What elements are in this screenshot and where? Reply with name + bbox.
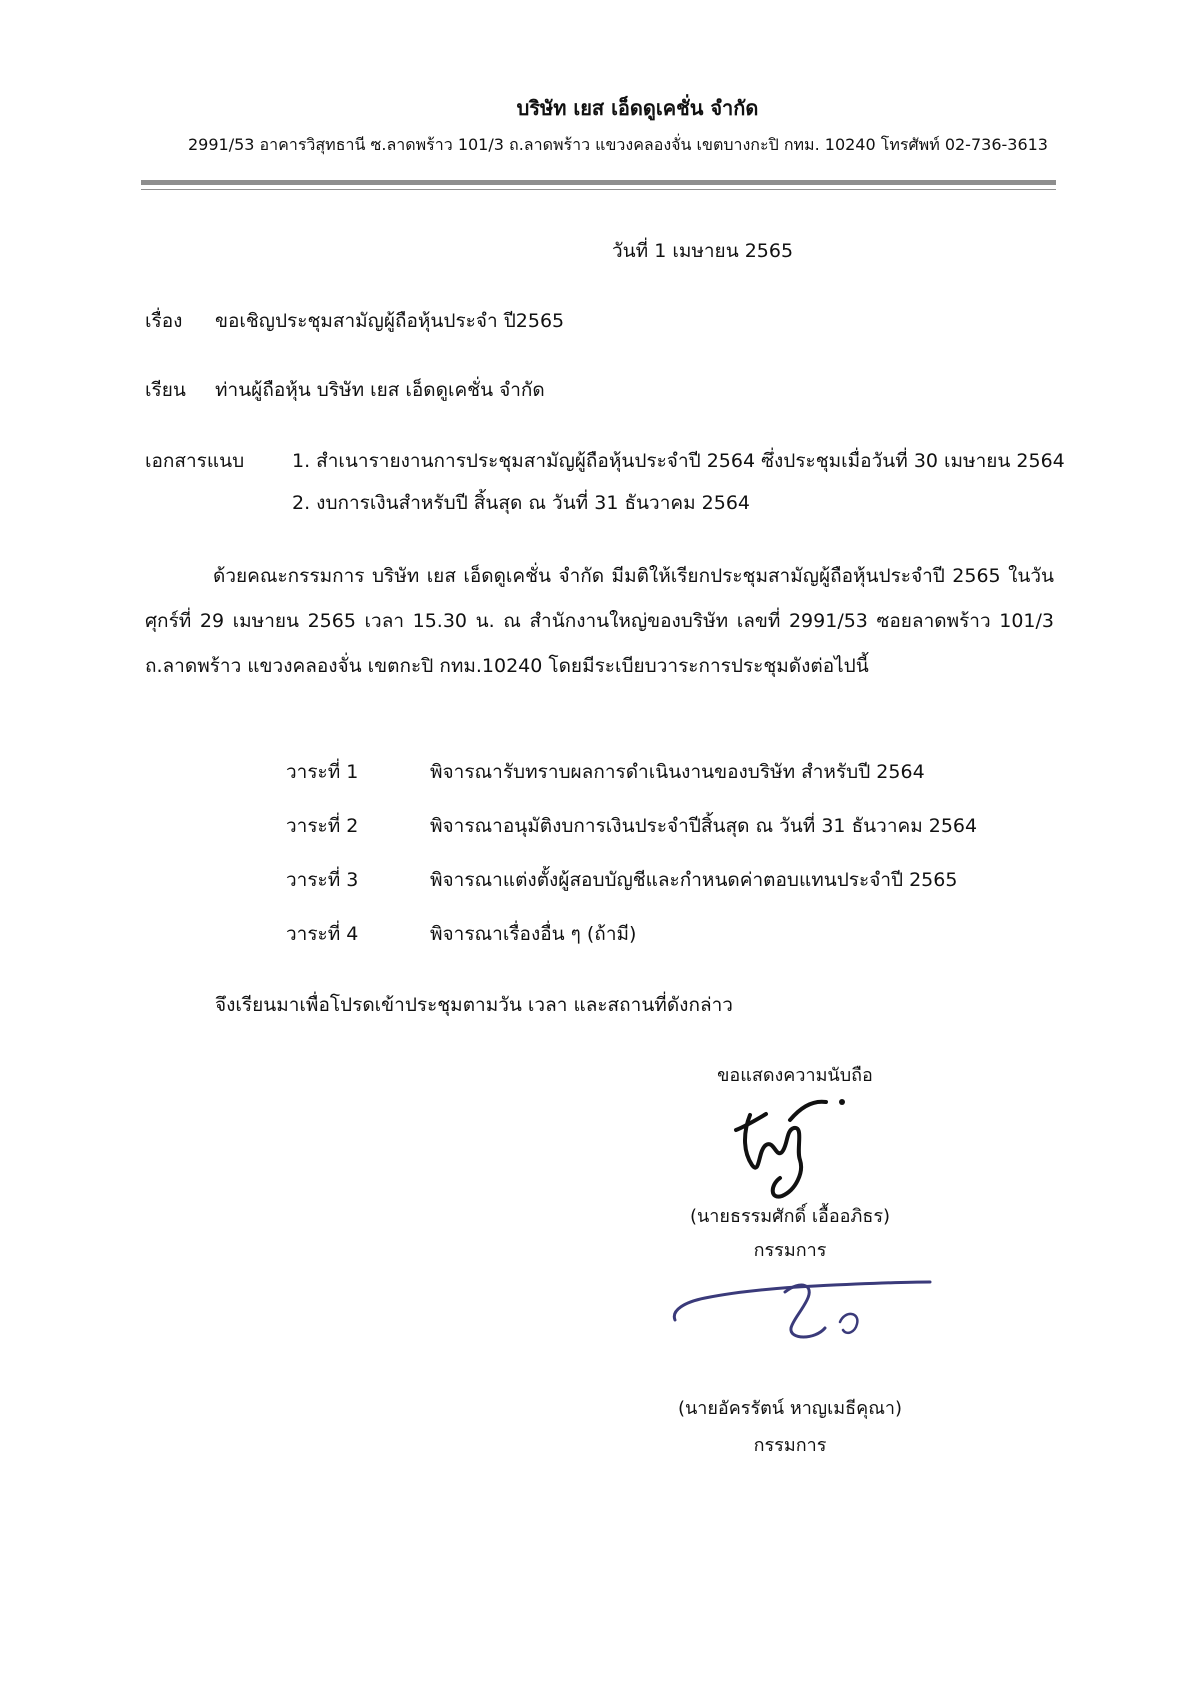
subject-label: เรื่อง (145, 310, 183, 332)
recipient-text: ท่านผู้ถือหุ้น บริษัท เยส เอ็ดดูเคชั่น จำกัด (215, 379, 545, 401)
agenda-number: วาระที่ 2 (286, 815, 359, 837)
agenda-text: พิจารณาเรื่องอื่น ๆ (ถ้ามี) (430, 923, 637, 945)
subject-text: ขอเชิญประชุมสามัญผู้ถือหุ้นประจำ ปี2565 (215, 310, 565, 332)
closing-sentence: จึงเรียนมาเพื่อโปรดเข้าประชุมตามวัน เวลา และสถานที่ดังกล่าว (215, 994, 733, 1016)
agenda-text: พิจารณาอนุมัติงบการเงินประจำปีสิ้นสุด ณ วันที่ 31 ธันวาคม 2564 (430, 815, 978, 837)
agenda-text: พิจารณารับทราบผลการดำเนินงานของบริษัท สำหรับปี 2564 (430, 761, 925, 783)
signature-2 (665, 1270, 935, 1350)
company-name: บริษัท เยส เอ็ดดูเคชั่น จำกัด (516, 96, 759, 120)
agenda-number: วาระที่ 3 (286, 869, 359, 891)
header-rule-thin (141, 189, 1056, 190)
company-address: 2991/53 อาคารวิสุทธานี ซ.ลาดพร้าว 101/3 ถ.ลาดพร้าว แขวงคลองจั่น เขตบางกะปิ กทม. 10240 โทรศัพท์ 02-736-3613 (188, 135, 1048, 154)
signatory-title: กรรมการ (753, 1240, 827, 1261)
body-paragraph: ด้วยคณะกรรมการ บริษัท เยส เอ็ดดูเคชั่น จำกัด มีมติให้เรียกประชุมสามัญผู้ถือหุ้นประจำปี 2565 ในวันศุกร์ที่ 29 เมษายน 2565 เวลา 15.30 น. ณ สำนักงานใหญ่ของบริษัท เลขที่ 2991/53 ซอยลาดพร้าว 101/3 ถ.ลาดพร้าว แขวงคลองจั่น เขตกะปิ กทม.10240 โดยมีระเบียบวาระการประชุมดังต่อไปนี้ (145, 565, 1054, 677)
signatory-title: กรรมการ (753, 1435, 827, 1456)
signatory-name: (นายธรรมศักดิ์ เอื้ออภิธร) (689, 1206, 891, 1227)
attachment-item: 1. สำเนารายงานการประชุมสามัญผู้ถือหุ้นประจำปี 2564 ซึ่งประชุมเมื่อวันที่ 30 เมษายน 2564 (292, 450, 1065, 472)
recipient-label: เรียน (145, 379, 186, 401)
agenda-text: พิจารณาแต่งตั้งผู้สอบบัญชีและกำหนดค่าตอบแทนประจำปี 2565 (430, 869, 958, 891)
attachment-item: 2. งบการเงินสำหรับปี สิ้นสุด ณ วันที่ 31 ธันวาคม 2564 (292, 492, 751, 514)
signature-1 (730, 1090, 860, 1210)
regards-text: ขอแสดงความนับถือ (717, 1065, 873, 1086)
agenda-number: วาระที่ 1 (286, 761, 359, 783)
attachments-label: เอกสารแนบ (145, 450, 245, 472)
agenda-number: วาระที่ 4 (286, 923, 359, 945)
header-rule-thick (141, 180, 1056, 185)
letter-date: วันที่ 1 เมษายน 2565 (612, 240, 794, 262)
signatory-name: (นายอัครรัตน์ หาญเมธีคุณา) (677, 1398, 903, 1419)
